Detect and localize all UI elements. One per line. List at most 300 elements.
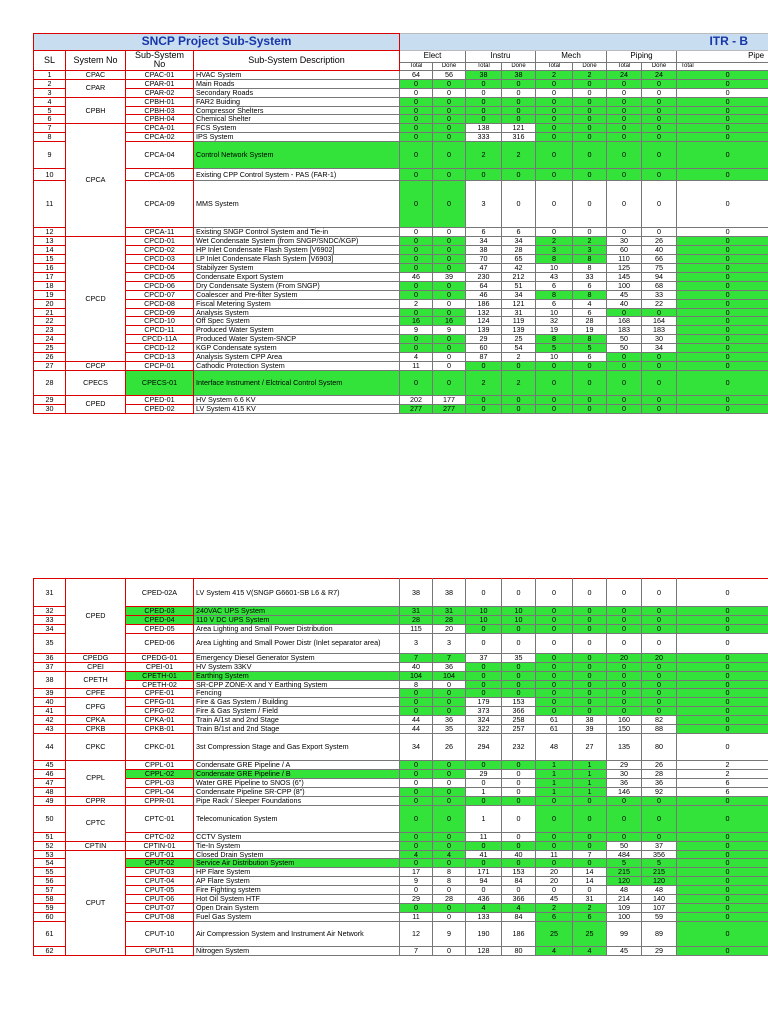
value-cell: 10 [536, 263, 573, 272]
subsystem-description-cell: 110 V DC UPS System [194, 615, 400, 624]
value-cell: 39 [573, 725, 607, 734]
itr-label: ITR - B [400, 34, 768, 51]
subsystem-description-cell: Off Spec System [194, 317, 400, 326]
value-cell: 0 [677, 633, 768, 653]
subheader-piping-done: Done [642, 62, 677, 70]
value-cell: 1 [536, 787, 573, 796]
value-cell: 9 [400, 877, 433, 886]
value-cell: 10 [466, 615, 502, 624]
value-cell: 0 [502, 680, 536, 689]
value-cell: 1 [536, 761, 573, 770]
value-cell: 44 [400, 725, 433, 734]
value-cell: 0 [607, 404, 642, 413]
value-cell: 12 [400, 921, 433, 946]
sl-cell: 2 [34, 79, 66, 88]
value-cell: 0 [433, 362, 466, 371]
value-cell: 44 [400, 716, 433, 725]
value-cell: 0 [607, 115, 642, 124]
value-cell: 0 [677, 579, 768, 607]
subsystem-description-cell: MMS System [194, 181, 400, 228]
value-cell: 232 [502, 734, 536, 761]
value-cell: 38 [466, 70, 502, 79]
table-row [34, 353, 768, 362]
subsystem-no-cell: CPED-01 [126, 396, 194, 405]
subsystem-no-cell: CPCD-08 [126, 299, 194, 308]
table-row [34, 133, 768, 142]
value-cell: 0 [573, 124, 607, 133]
table-row [34, 246, 768, 255]
value-cell: 0 [677, 624, 768, 633]
sl-cell: 42 [34, 716, 66, 725]
subheader-instru-total: Total [466, 62, 502, 70]
sl-cell: 15 [34, 255, 66, 264]
table-row [34, 912, 768, 921]
table-row [34, 228, 768, 237]
table-row [34, 272, 768, 281]
value-cell: 35 [502, 653, 536, 662]
value-cell: 0 [433, 769, 466, 778]
value-cell: 0 [607, 79, 642, 88]
value-cell: 0 [677, 263, 768, 272]
value-cell: 0 [677, 88, 768, 97]
value-cell: 16 [433, 317, 466, 326]
value-cell: 28 [573, 317, 607, 326]
value-cell: 133 [466, 912, 502, 921]
value-cell: 0 [573, 362, 607, 371]
sl-cell: 60 [34, 912, 66, 921]
subheader-elect-done: Done [433, 62, 466, 70]
subsystem-description-cell: HP Flare System [194, 868, 400, 877]
sl-cell: 38 [34, 671, 66, 689]
table-row [34, 263, 768, 272]
subsystem-description-cell: Compressor Shelters [194, 106, 400, 115]
value-cell: 9 [400, 326, 433, 335]
sl-cell: 40 [34, 698, 66, 707]
sl-cell: 45 [34, 761, 66, 770]
value-cell: 104 [400, 671, 433, 680]
value-cell: 0 [573, 689, 607, 698]
value-cell: 27 [573, 734, 607, 761]
value-cell: 0 [466, 169, 502, 181]
value-cell: 373 [466, 707, 502, 716]
value-cell: 0 [433, 255, 466, 264]
value-cell: 50 [607, 344, 642, 353]
value-cell: 29 [466, 769, 502, 778]
sl-cell: 4 [34, 97, 66, 106]
system-no-cell: CPED [66, 396, 126, 414]
sl-cell: 14 [34, 246, 66, 255]
value-cell: 0 [536, 886, 573, 895]
sl-cell: 39 [34, 689, 66, 698]
sl-cell: 3 [34, 88, 66, 97]
value-cell: 0 [466, 624, 502, 633]
subsystem-description-cell: Condensate Pipeline SR-CPP (8") [194, 787, 400, 796]
value-cell: 35 [433, 725, 466, 734]
system-no-cell: CPKA [66, 716, 126, 725]
system-no-cell: CPETH [66, 671, 126, 689]
value-cell: 0 [677, 832, 768, 841]
value-cell: 2 [466, 371, 502, 396]
sl-cell: 29 [34, 396, 66, 405]
value-cell: 87 [466, 353, 502, 362]
value-cell: 56 [433, 70, 466, 79]
subsystem-description-cell: 240VAC UPS System [194, 607, 400, 616]
sl-cell: 20 [34, 299, 66, 308]
value-cell: 6 [573, 281, 607, 290]
subsystem-description-cell: Area Lighting and Small Power Distribution [194, 624, 400, 633]
sl-cell: 52 [34, 841, 66, 850]
value-cell: 0 [400, 181, 433, 228]
value-cell: 0 [400, 142, 433, 169]
subsystem-description-cell: Stabilyzer System [194, 263, 400, 272]
value-cell: 0 [607, 308, 642, 317]
value-cell: 0 [433, 97, 466, 106]
value-cell: 0 [642, 88, 677, 97]
value-cell: 0 [607, 124, 642, 133]
value-cell: 0 [677, 680, 768, 689]
subsystem-description-cell: Fencing [194, 689, 400, 698]
value-cell: 25 [536, 921, 573, 946]
value-cell: 42 [502, 263, 536, 272]
value-cell: 0 [400, 246, 433, 255]
value-cell: 0 [433, 832, 466, 841]
table-row [34, 653, 768, 662]
value-cell: 0 [607, 371, 642, 396]
value-cell: 4 [573, 946, 607, 955]
system-no-cell: CPED [66, 579, 126, 654]
subsystem-no-cell: CPETH-02 [126, 680, 194, 689]
value-cell: 0 [677, 653, 768, 662]
sl-cell: 28 [34, 371, 66, 396]
value-cell: 110 [607, 255, 642, 264]
value-cell: 0 [642, 169, 677, 181]
value-cell: 0 [677, 371, 768, 396]
value-cell: 5 [536, 344, 573, 353]
value-cell: 0 [466, 796, 502, 805]
sl-cell: 61 [34, 921, 66, 946]
value-cell: 20 [536, 868, 573, 877]
value-cell: 1 [466, 787, 502, 796]
subsystem-description-cell: KGP Condensate system [194, 344, 400, 353]
system-no-cell: CPCP [66, 362, 126, 371]
value-cell: 0 [607, 362, 642, 371]
value-cell: 0 [677, 326, 768, 335]
subsystem-no-cell: CPCD-13 [126, 353, 194, 362]
value-cell: 6 [502, 228, 536, 237]
value-cell: 28 [433, 615, 466, 624]
value-cell: 0 [400, 904, 433, 913]
value-cell: 0 [433, 246, 466, 255]
value-cell: 0 [677, 716, 768, 725]
value-cell: 0 [677, 868, 768, 877]
value-cell: 2 [466, 142, 502, 169]
system-no-cell: CPKC [66, 734, 126, 761]
value-cell: 146 [607, 787, 642, 796]
value-cell: 107 [642, 904, 677, 913]
subsystem-description-cell: LV System 415 KV [194, 404, 400, 413]
value-cell: 0 [466, 841, 502, 850]
value-cell: 0 [466, 633, 502, 653]
value-cell: 145 [607, 272, 642, 281]
value-cell: 0 [677, 299, 768, 308]
value-cell: 6 [677, 778, 768, 787]
value-cell: 0 [607, 662, 642, 671]
value-cell: 19 [536, 326, 573, 335]
sl-cell: 51 [34, 832, 66, 841]
value-cell: 0 [677, 404, 768, 413]
value-cell: 0 [573, 707, 607, 716]
value-cell: 0 [400, 106, 433, 115]
value-cell: 0 [607, 671, 642, 680]
value-cell: 0 [677, 859, 768, 868]
value-cell: 0 [536, 796, 573, 805]
value-cell: 0 [677, 246, 768, 255]
value-cell: 29 [466, 335, 502, 344]
value-cell: 4 [573, 299, 607, 308]
value-cell: 139 [502, 326, 536, 335]
value-cell: 19 [573, 326, 607, 335]
value-cell: 0 [400, 79, 433, 88]
value-cell: 6 [573, 353, 607, 362]
value-cell: 212 [502, 272, 536, 281]
value-cell: 14 [573, 868, 607, 877]
value-cell: 0 [573, 615, 607, 624]
sl-cell: 19 [34, 290, 66, 299]
value-cell: 37 [642, 841, 677, 850]
value-cell: 121 [502, 124, 536, 133]
subsystem-no-cell: CPECS-01 [126, 371, 194, 396]
value-cell: 28 [502, 246, 536, 255]
sl-cell: 62 [34, 946, 66, 955]
value-cell: 0 [502, 97, 536, 106]
col-header-description: Sub-System Description [194, 51, 400, 71]
upper-table-section [33, 33, 768, 492]
value-cell: 104 [433, 671, 466, 680]
value-cell: 0 [677, 904, 768, 913]
subsystem-description-cell: Air Compression System and Instrument Air Network [194, 921, 400, 946]
value-cell: 45 [607, 946, 642, 955]
table-row [34, 633, 768, 653]
value-cell: 0 [536, 607, 573, 616]
value-cell: 0 [400, 344, 433, 353]
table-row [34, 607, 768, 616]
value-cell: 45 [607, 290, 642, 299]
lower-table-section [33, 578, 768, 1024]
subsystem-description-cell: Analysis System CPP Area [194, 353, 400, 362]
value-cell: 51 [502, 281, 536, 290]
table-body-top [34, 70, 768, 413]
value-cell: 0 [677, 142, 768, 169]
table-row [34, 689, 768, 698]
value-cell: 0 [642, 796, 677, 805]
value-cell: 0 [677, 317, 768, 326]
value-cell: 2 [573, 904, 607, 913]
subsystem-no-cell: CPUT-02 [126, 859, 194, 868]
value-cell: 0 [536, 653, 573, 662]
value-cell: 0 [642, 624, 677, 633]
sl-cell: 23 [34, 326, 66, 335]
value-cell: 0 [573, 607, 607, 616]
value-cell: 171 [466, 868, 502, 877]
value-cell: 0 [536, 362, 573, 371]
subsystem-no-cell: CPED-02A [126, 579, 194, 607]
value-cell: 94 [466, 877, 502, 886]
value-cell: 186 [502, 921, 536, 946]
subsystem-description-cell: HV System 6.6 KV [194, 396, 400, 405]
subsystem-no-cell: CPCA-02 [126, 133, 194, 142]
col-header-system: System No [66, 51, 126, 71]
value-cell: 0 [573, 79, 607, 88]
subsystem-no-cell: CPKA-01 [126, 716, 194, 725]
value-cell: 66 [642, 255, 677, 264]
subsystem-no-cell: CPCA-01 [126, 124, 194, 133]
table-row [34, 761, 768, 770]
sl-cell: 12 [34, 228, 66, 237]
value-cell: 0 [677, 79, 768, 88]
subsystem-description-cell: Tie-In System [194, 841, 400, 850]
value-cell: 0 [502, 841, 536, 850]
value-cell: 0 [677, 850, 768, 859]
value-cell: 0 [573, 859, 607, 868]
value-cell: 0 [466, 88, 502, 97]
subsystem-no-cell: CPCD-11A [126, 335, 194, 344]
value-cell: 0 [573, 579, 607, 607]
value-cell: 132 [466, 308, 502, 317]
value-cell: 0 [642, 142, 677, 169]
value-cell: 8 [400, 680, 433, 689]
value-cell: 230 [466, 272, 502, 281]
sl-cell: 37 [34, 662, 66, 671]
sl-cell: 26 [34, 353, 66, 362]
value-cell: 0 [536, 832, 573, 841]
value-cell: 0 [573, 169, 607, 181]
sl-cell: 5 [34, 106, 66, 115]
value-cell: 0 [536, 142, 573, 169]
value-cell: 257 [502, 725, 536, 734]
subsystem-no-cell: CPCA-04 [126, 142, 194, 169]
value-cell: 39 [433, 272, 466, 281]
value-cell: 0 [607, 88, 642, 97]
value-cell: 366 [502, 707, 536, 716]
value-cell: 0 [677, 115, 768, 124]
value-cell: 120 [642, 877, 677, 886]
table-row [34, 579, 768, 607]
subsystem-no-cell: CPPR-01 [126, 796, 194, 805]
value-cell: 0 [502, 671, 536, 680]
value-cell: 0 [642, 689, 677, 698]
value-cell: 20 [607, 653, 642, 662]
subsystem-no-cell: CPFG-01 [126, 698, 194, 707]
value-cell: 2 [536, 237, 573, 246]
sl-cell: 56 [34, 877, 66, 886]
value-cell: 0 [466, 396, 502, 405]
value-cell: 0 [466, 97, 502, 106]
value-cell: 0 [433, 698, 466, 707]
value-cell: 0 [677, 734, 768, 761]
subsystem-description-cell: Hot Oil System HTF [194, 895, 400, 904]
sl-cell: 10 [34, 169, 66, 181]
subsystem-description-cell: Fiscal Metering System [194, 299, 400, 308]
value-cell: 0 [642, 680, 677, 689]
value-cell: 0 [466, 404, 502, 413]
value-cell: 26 [642, 761, 677, 770]
value-cell: 5 [607, 859, 642, 868]
value-cell: 20 [642, 653, 677, 662]
subheader-pipe-total: Total [677, 62, 768, 70]
value-cell: 0 [677, 344, 768, 353]
value-cell: 0 [433, 778, 466, 787]
value-cell: 0 [433, 707, 466, 716]
subsystem-no-cell: CPCA-09 [126, 181, 194, 228]
value-cell: 0 [536, 396, 573, 405]
value-cell: 8 [433, 868, 466, 877]
sl-cell: 58 [34, 895, 66, 904]
table-row [34, 778, 768, 787]
sl-cell: 47 [34, 778, 66, 787]
value-cell: 40 [400, 662, 433, 671]
value-cell: 277 [433, 404, 466, 413]
value-cell: 0 [433, 912, 466, 921]
subsystem-no-cell: CPBH-01 [126, 97, 194, 106]
value-cell: 0 [502, 396, 536, 405]
value-cell: 0 [573, 88, 607, 97]
sl-cell: 7 [34, 124, 66, 133]
value-cell: 0 [642, 97, 677, 106]
value-cell: 0 [642, 707, 677, 716]
value-cell: 0 [536, 680, 573, 689]
system-no-cell: CPAR [66, 79, 126, 97]
value-cell: 153 [502, 868, 536, 877]
sl-cell: 6 [34, 115, 66, 124]
value-cell: 5 [642, 859, 677, 868]
sl-cell: 31 [34, 579, 66, 607]
subsystem-no-cell: CPTIN-01 [126, 841, 194, 850]
subsystem-description-cell: Cathodic Protection System [194, 362, 400, 371]
value-cell: 0 [433, 946, 466, 955]
sl-cell: 34 [34, 624, 66, 633]
value-cell: 20 [433, 624, 466, 633]
value-cell: 0 [573, 832, 607, 841]
subsystem-description-cell: Fuel Gas System [194, 912, 400, 921]
value-cell: 0 [433, 680, 466, 689]
subsystem-description-cell: FCS System [194, 124, 400, 133]
value-cell: 2 [573, 70, 607, 79]
system-no-cell: CPEI [66, 662, 126, 671]
value-cell: 48 [642, 886, 677, 895]
value-cell: 150 [607, 725, 642, 734]
value-cell: 138 [466, 124, 502, 133]
value-cell: 47 [466, 263, 502, 272]
value-cell: 0 [677, 895, 768, 904]
value-cell: 61 [536, 716, 573, 725]
table-row [34, 290, 768, 299]
value-cell: 30 [642, 335, 677, 344]
table-row [34, 787, 768, 796]
value-cell: 0 [400, 698, 433, 707]
value-cell: 0 [433, 904, 466, 913]
subheader-mech-done: Done [573, 62, 607, 70]
value-cell: 294 [466, 734, 502, 761]
value-cell: 215 [607, 868, 642, 877]
value-cell: 65 [502, 255, 536, 264]
value-cell: 0 [433, 281, 466, 290]
value-cell: 0 [400, 263, 433, 272]
value-cell: 0 [642, 832, 677, 841]
value-cell: 0 [502, 796, 536, 805]
group-header-elect: Elect [400, 51, 466, 63]
value-cell: 1 [466, 805, 502, 832]
subsystem-description-cell: Fire & Gas System / Field [194, 707, 400, 716]
